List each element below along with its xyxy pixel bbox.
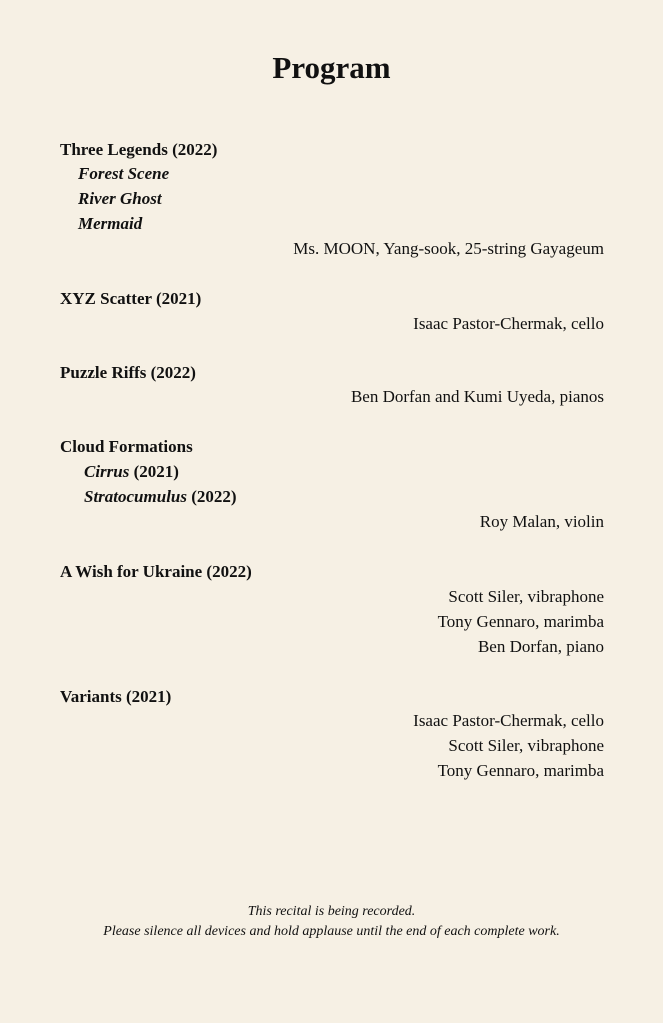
movement-year: (2021) <box>133 462 179 481</box>
performer-line: Scott Siler, vibraphone <box>448 736 604 755</box>
performer-line: Tony Gennaro, marimba <box>437 761 604 780</box>
work-title-three-legends: Three Legends (2022) <box>60 140 218 159</box>
work-title-variants: Variants (2021) <box>60 687 172 706</box>
work-title-puzzle-riffs: Puzzle Riffs (2022) <box>60 363 196 382</box>
movement-river-ghost: River Ghost <box>78 189 162 208</box>
performer-line: Isaac Pastor-Chermak, cello <box>413 711 604 730</box>
movement-name: Stratocumulus <box>84 487 187 506</box>
work-title-cloud-formations: Cloud Formations <box>60 437 193 456</box>
movement-name: Cirrus <box>84 462 130 481</box>
footer-recording-notice: This recital is being recorded. <box>247 904 416 919</box>
work-title-wish-for-ukraine: A Wish for Ukraine (2022) <box>60 562 252 581</box>
performer-line: Ms. MOON, Yang-sook, 25-string Gayageum <box>293 239 604 258</box>
movement-year: (2022) <box>191 487 237 506</box>
work-title-xyz-scatter: XYZ Scatter (2021) <box>60 289 202 308</box>
performer-line: Ben Dorfan and Kumi Uyeda, pianos <box>350 387 604 406</box>
performer-line: Isaac Pastor-Chermak, cello <box>413 314 604 333</box>
performer-line: Scott Siler, vibraphone <box>448 587 604 606</box>
performer-line: Tony Gennaro, marimba <box>437 612 604 631</box>
movement-forest-scene: Forest Scene <box>78 164 170 183</box>
movement-mermaid: Mermaid <box>78 214 143 233</box>
footer-silence-notice: Please silence all devices and hold applause until the end of each complete work. <box>103 924 560 939</box>
movement-stratocumulus <box>84 484 237 509</box>
movement-cirrus <box>84 459 179 484</box>
performer-line: Ben Dorfan, piano <box>477 637 604 656</box>
performer-line: Roy Malan, violin <box>479 512 604 531</box>
page-title: Program <box>272 50 391 85</box>
